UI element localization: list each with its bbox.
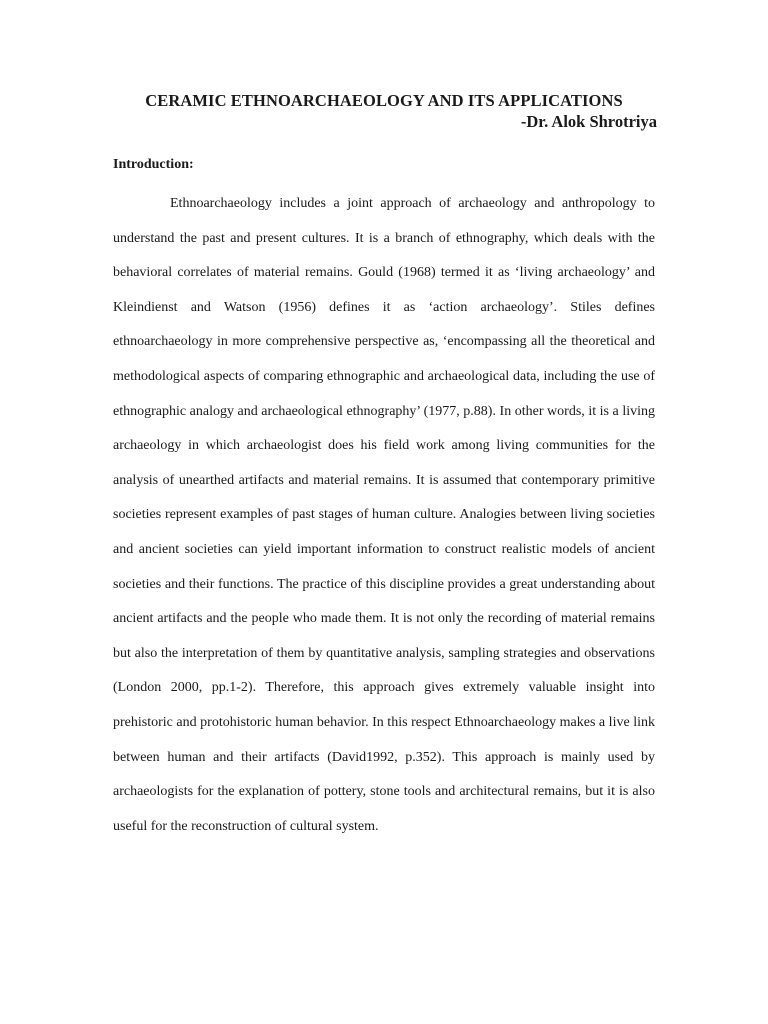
document-title-text: CERAMIC ETHNOARCHAEOLOGY AND ITS APPLICATIONS	[145, 91, 623, 110]
document-title	[0, 91, 768, 111]
introduction-paragraph: Ethnoarchaeology includes a joint approach of archaeology and anthropology to understand the past and present cultures. It is a branch of ethnography, which deals with the behavioral correlates of material remains. Gould (1968) termed it as ‘living archaeology’ and Kleindienst and Watson (1956) defines it as ‘action archaeology’. Stiles defines ethnoarchaeology in more comprehensive perspective as, ‘encompassing all the theoretical and methodological aspects of comparing ethnographic and archaeological data, including the use of ethnographic analogy and archaeological ethnography’ (1977, p.88). In other words, it is a living archaeology in which archaeologist does his field work among living communities for the analysis of unearthed artifacts and material remains. It is assumed that contemporary primitive societies represent examples of past stages of human culture. Analogies between living societies and ancient societies can yield important information to construct realistic models of ancient societies and their functions. The practice of this discipline provides a great understanding about ancient artifacts and the people who made them. It is not only the recording of material remains but also the interpretation of them by quantitative analysis, sampling strategies and observations (London 2000, pp.1-2). Therefore, this approach gives extremely valuable insight into prehistoric and protohistoric human behavior. In this respect Ethnoarchaeology makes a live link between human and their artifacts (David1992, p.352). This approach is mainly used by archaeologists for the explanation of pottery, stone tools and architectural remains, but it is also useful for the reconstruction of cultural system.	[113, 196, 655, 834]
section-heading-introduction: Introduction:	[113, 157, 194, 172]
author-line: -Dr. Alok Shrotriya	[520, 112, 657, 131]
